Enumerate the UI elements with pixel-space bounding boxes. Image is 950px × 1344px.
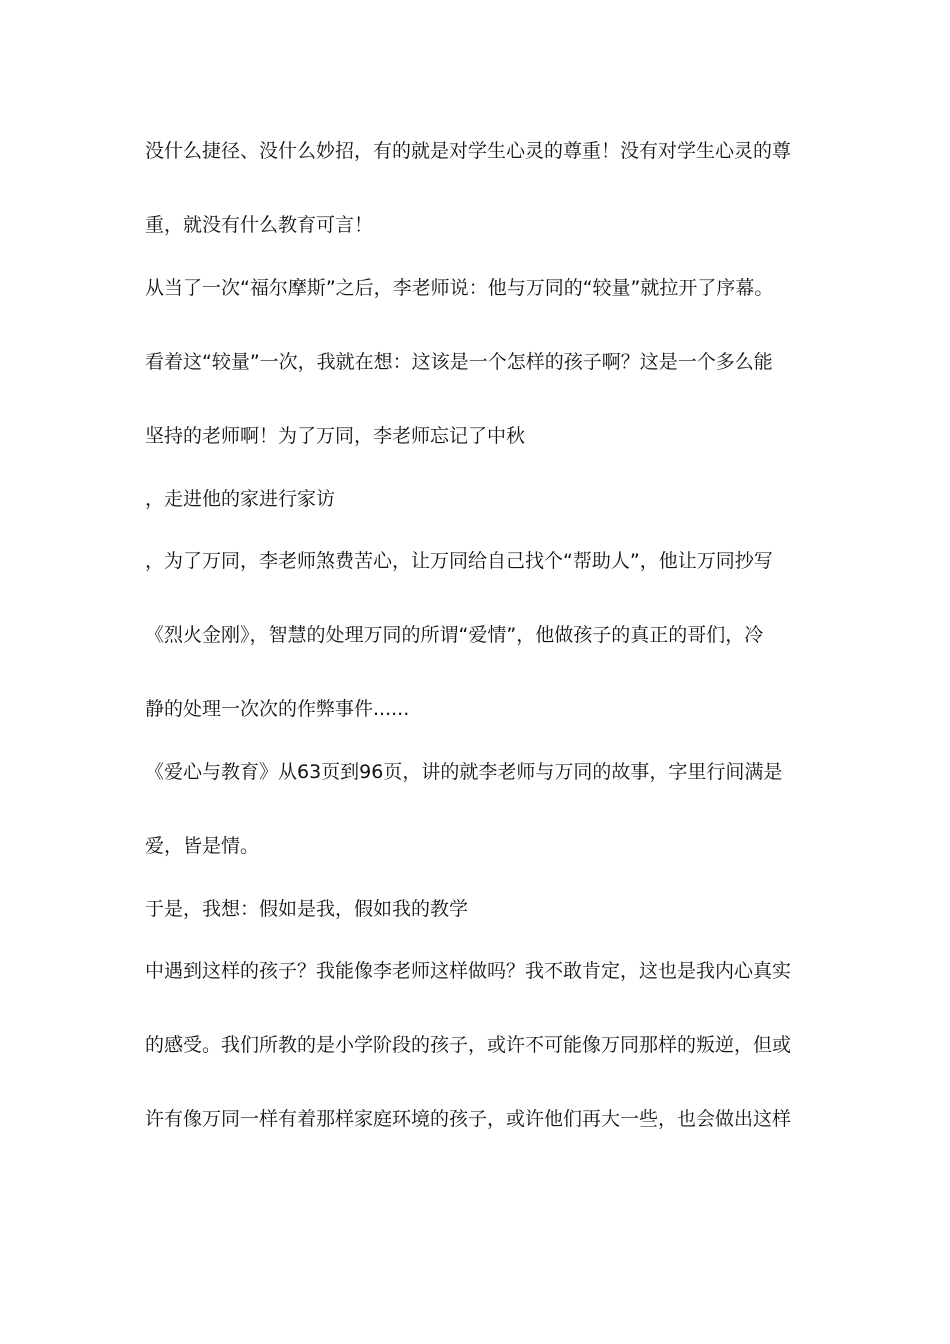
text-line-9: 静的处理一次次的作弊事件...... <box>145 698 410 720</box>
text-line-2: 重，就没有什么教育可言！ <box>145 214 374 236</box>
text-line-7: ，为了万同，李老师煞费苦心，让万同给自己找个“帮助人”，他让万同抄写 <box>145 550 773 572</box>
text-line-4: 看着这“较量”一次，我就在想：这该是一个怎样的孩子啊？这是一个多么能 <box>145 351 773 373</box>
text-line-5: 坚持的老师啊！为了万同，李老师忘记了中秋 <box>145 425 526 447</box>
text-line-12: 于是，我想：假如是我，假如我的教学 <box>145 898 469 920</box>
text-line-13: 中遇到这样的孩子？我能像李老师这样做吗？我不敢肯定，这也是我内心真实 <box>145 960 792 982</box>
text-line-3: 从当了一次“福尔摩斯”之后，李老师说：他与万同的“较量”就拉开了序幕。 <box>145 277 774 299</box>
text-line-6: ，走进他的家进行家访 <box>145 488 336 510</box>
text-line-11: 爱，皆是情。 <box>145 835 260 857</box>
text-line-14: 的感受。我们所教的是小学阶段的孩子，或许不可能像万同那样的叛逆，但或 <box>145 1034 792 1056</box>
text-line-15: 许有像万同一样有着那样家庭环境的孩子，或许他们再大一些，也会做出这样 <box>145 1108 792 1130</box>
text-line-10: 《爱心与教育》从63页到96页，讲的就李老师与万同的故事，字里行间满是 <box>145 761 783 783</box>
text-line-8: 《烈火金刚》，智慧的处理万同的所谓“爱情”，他做孩子的真正的哥们，冷 <box>145 624 764 646</box>
text-line-1: 没什么捷径、没什么妙招，有的就是对学生心灵的尊重！没有对学生心灵的尊 <box>145 140 792 162</box>
